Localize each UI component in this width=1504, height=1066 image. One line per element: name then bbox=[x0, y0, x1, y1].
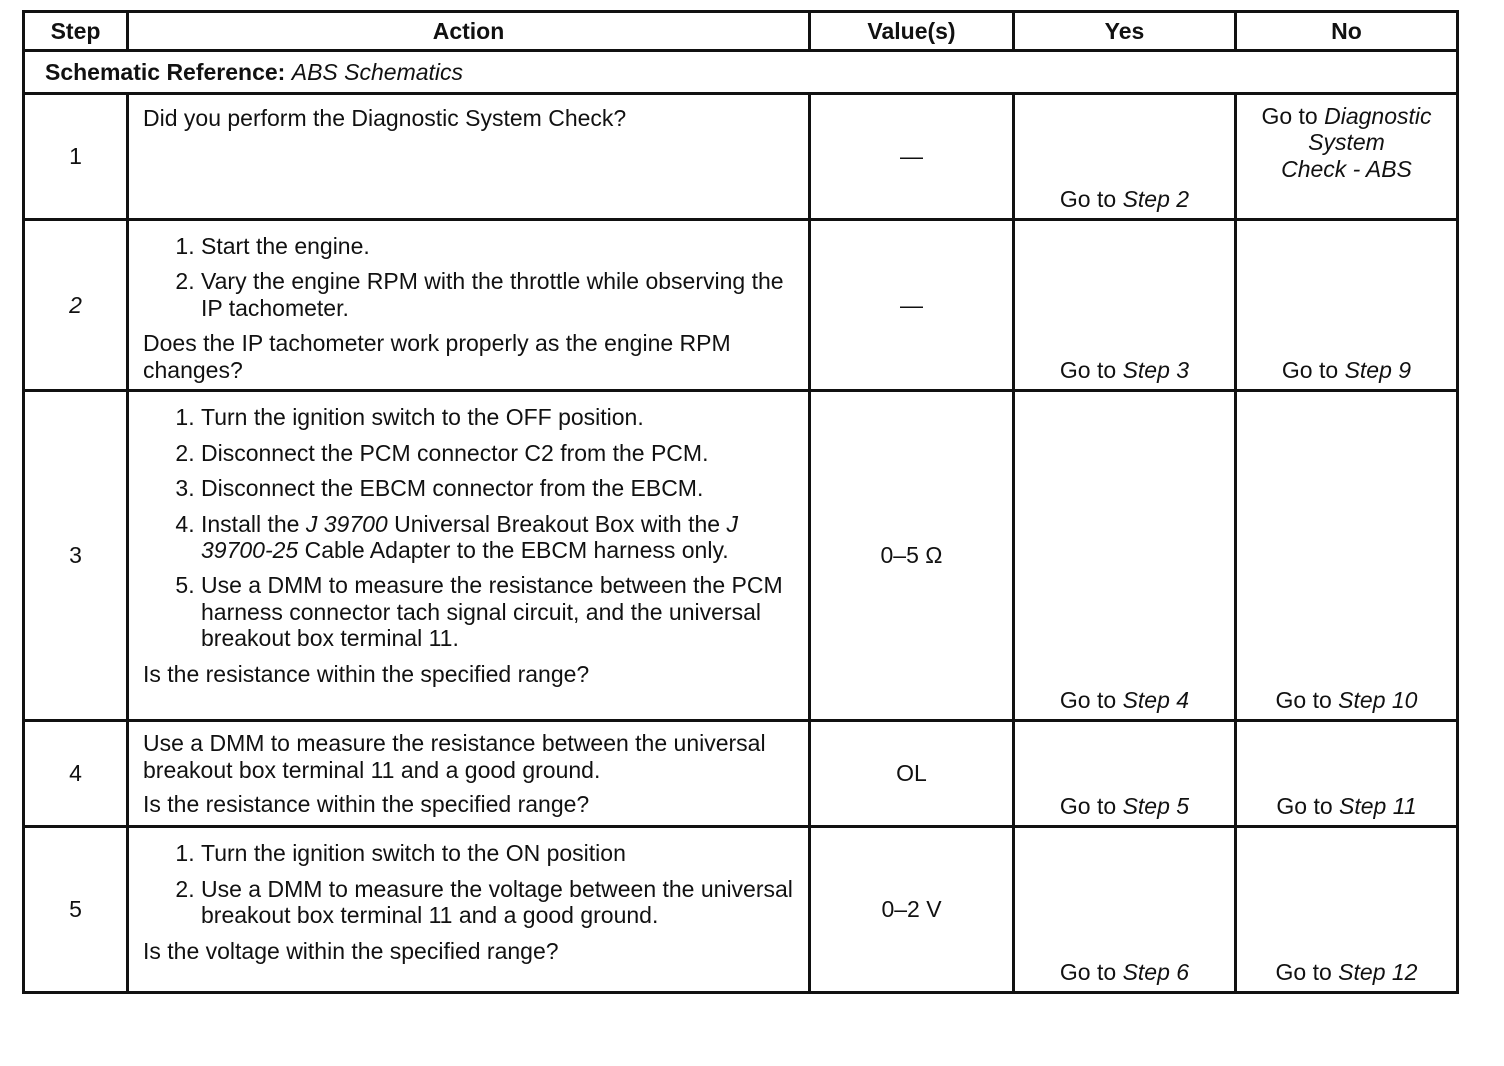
no-goto: Go to Diagnostic System Check - ABS bbox=[1261, 103, 1432, 182]
no-goto: Go to Step 9 bbox=[1281, 356, 1412, 383]
schematic-reference-row bbox=[24, 51, 1458, 94]
table-row bbox=[24, 94, 1458, 220]
no-cell bbox=[1236, 220, 1458, 391]
action-question: Does the IP tachometer work properly as the engine RPM changes? bbox=[143, 330, 731, 383]
action-item: 2. Vary the engine RPM with the throttle while observing the IP tachometer. bbox=[201, 268, 794, 321]
step-number: 4 bbox=[24, 721, 128, 827]
tool-number: J 39700 bbox=[305, 510, 388, 537]
yes-cell bbox=[1014, 220, 1236, 391]
header-no: No bbox=[1236, 12, 1458, 51]
table-row bbox=[24, 827, 1458, 993]
header-row bbox=[24, 12, 1458, 51]
action-question: Is the resistance within the specified range? bbox=[143, 791, 590, 818]
schematic-label: Schematic Reference: bbox=[45, 58, 286, 85]
action-cell bbox=[128, 721, 810, 827]
action-list bbox=[143, 840, 794, 928]
action-question: Did you perform the Diagnostic System Check? bbox=[143, 105, 627, 131]
no-cell bbox=[1236, 391, 1458, 721]
action-cell bbox=[128, 827, 810, 993]
value-cell: — bbox=[810, 94, 1014, 220]
action-question: Is the voltage within the specified range? bbox=[143, 937, 559, 964]
step-number: 5 bbox=[24, 827, 128, 993]
action-item: 5. Use a DMM to measure the resistance between the PCM harness connector tach signal circuit, and the universal breakout box terminal 11. bbox=[201, 572, 794, 651]
action-cell bbox=[128, 391, 810, 721]
yes-goto: Go to Step 6 bbox=[1059, 958, 1190, 985]
diagnostic-table bbox=[22, 10, 1459, 994]
action-item: 2. Use a DMM to measure the voltage between the universal breakout box terminal 11 and a good ground. bbox=[201, 876, 794, 929]
table-row bbox=[24, 220, 1458, 391]
action-item: 1. Start the engine. bbox=[201, 233, 794, 259]
header-step: Step bbox=[24, 12, 128, 51]
header-action: Action bbox=[128, 12, 810, 51]
yes-cell bbox=[1014, 827, 1236, 993]
value-cell: 0–5 Ω bbox=[810, 391, 1014, 721]
no-cell bbox=[1236, 827, 1458, 993]
yes-goto: Go to Step 4 bbox=[1059, 686, 1190, 713]
yes-goto: Go to Step 3 bbox=[1059, 356, 1190, 383]
tool-number: J 39700-25 bbox=[201, 510, 738, 563]
value-cell: — bbox=[810, 220, 1014, 391]
action-cell bbox=[128, 94, 810, 220]
yes-cell bbox=[1014, 721, 1236, 827]
table-row bbox=[24, 721, 1458, 827]
action-list bbox=[143, 404, 794, 652]
header-yes: Yes bbox=[1014, 12, 1236, 51]
step-number: 2 bbox=[24, 220, 128, 391]
action-item: 1. Turn the ignition switch to the ON position bbox=[201, 840, 794, 866]
no-goto: Go to Step 10 bbox=[1275, 686, 1418, 713]
header-values: Value(s) bbox=[810, 12, 1014, 51]
value-cell: OL bbox=[810, 721, 1014, 827]
action-list bbox=[143, 233, 794, 321]
action-item: 1. Turn the ignition switch to the OFF position. bbox=[201, 404, 794, 430]
action-cell bbox=[128, 220, 810, 391]
no-goto: Go to Step 12 bbox=[1275, 958, 1418, 985]
yes-goto: Go to Step 5 bbox=[1059, 792, 1190, 819]
step-number: 3 bbox=[24, 391, 128, 721]
action-item: 3. Disconnect the EBCM connector from the EBCM. bbox=[201, 475, 794, 501]
schematic-reference bbox=[24, 51, 1458, 94]
action-item: 4. Install the J 39700 Universal Breakout Box with the J 39700-25 Cable Adapter to the EBCM harness only. bbox=[201, 511, 794, 564]
table-row bbox=[24, 391, 1458, 721]
action-text: Use a DMM to measure the resistance between the universal breakout box terminal 11 and a good ground. bbox=[143, 730, 766, 783]
no-cell bbox=[1236, 721, 1458, 827]
yes-cell bbox=[1014, 391, 1236, 721]
yes-goto: Go to Step 2 bbox=[1059, 185, 1190, 212]
step-number: 1 bbox=[24, 94, 128, 220]
yes-cell bbox=[1014, 94, 1236, 220]
no-cell bbox=[1236, 94, 1458, 220]
value-cell: 0–2 V bbox=[810, 827, 1014, 993]
action-item: 2. Disconnect the PCM connector C2 from the PCM. bbox=[201, 440, 794, 466]
action-question: Is the resistance within the specified range? bbox=[143, 660, 590, 687]
no-goto: Go to Step 11 bbox=[1276, 792, 1417, 819]
schematic-value: ABS Schematics bbox=[291, 58, 464, 85]
